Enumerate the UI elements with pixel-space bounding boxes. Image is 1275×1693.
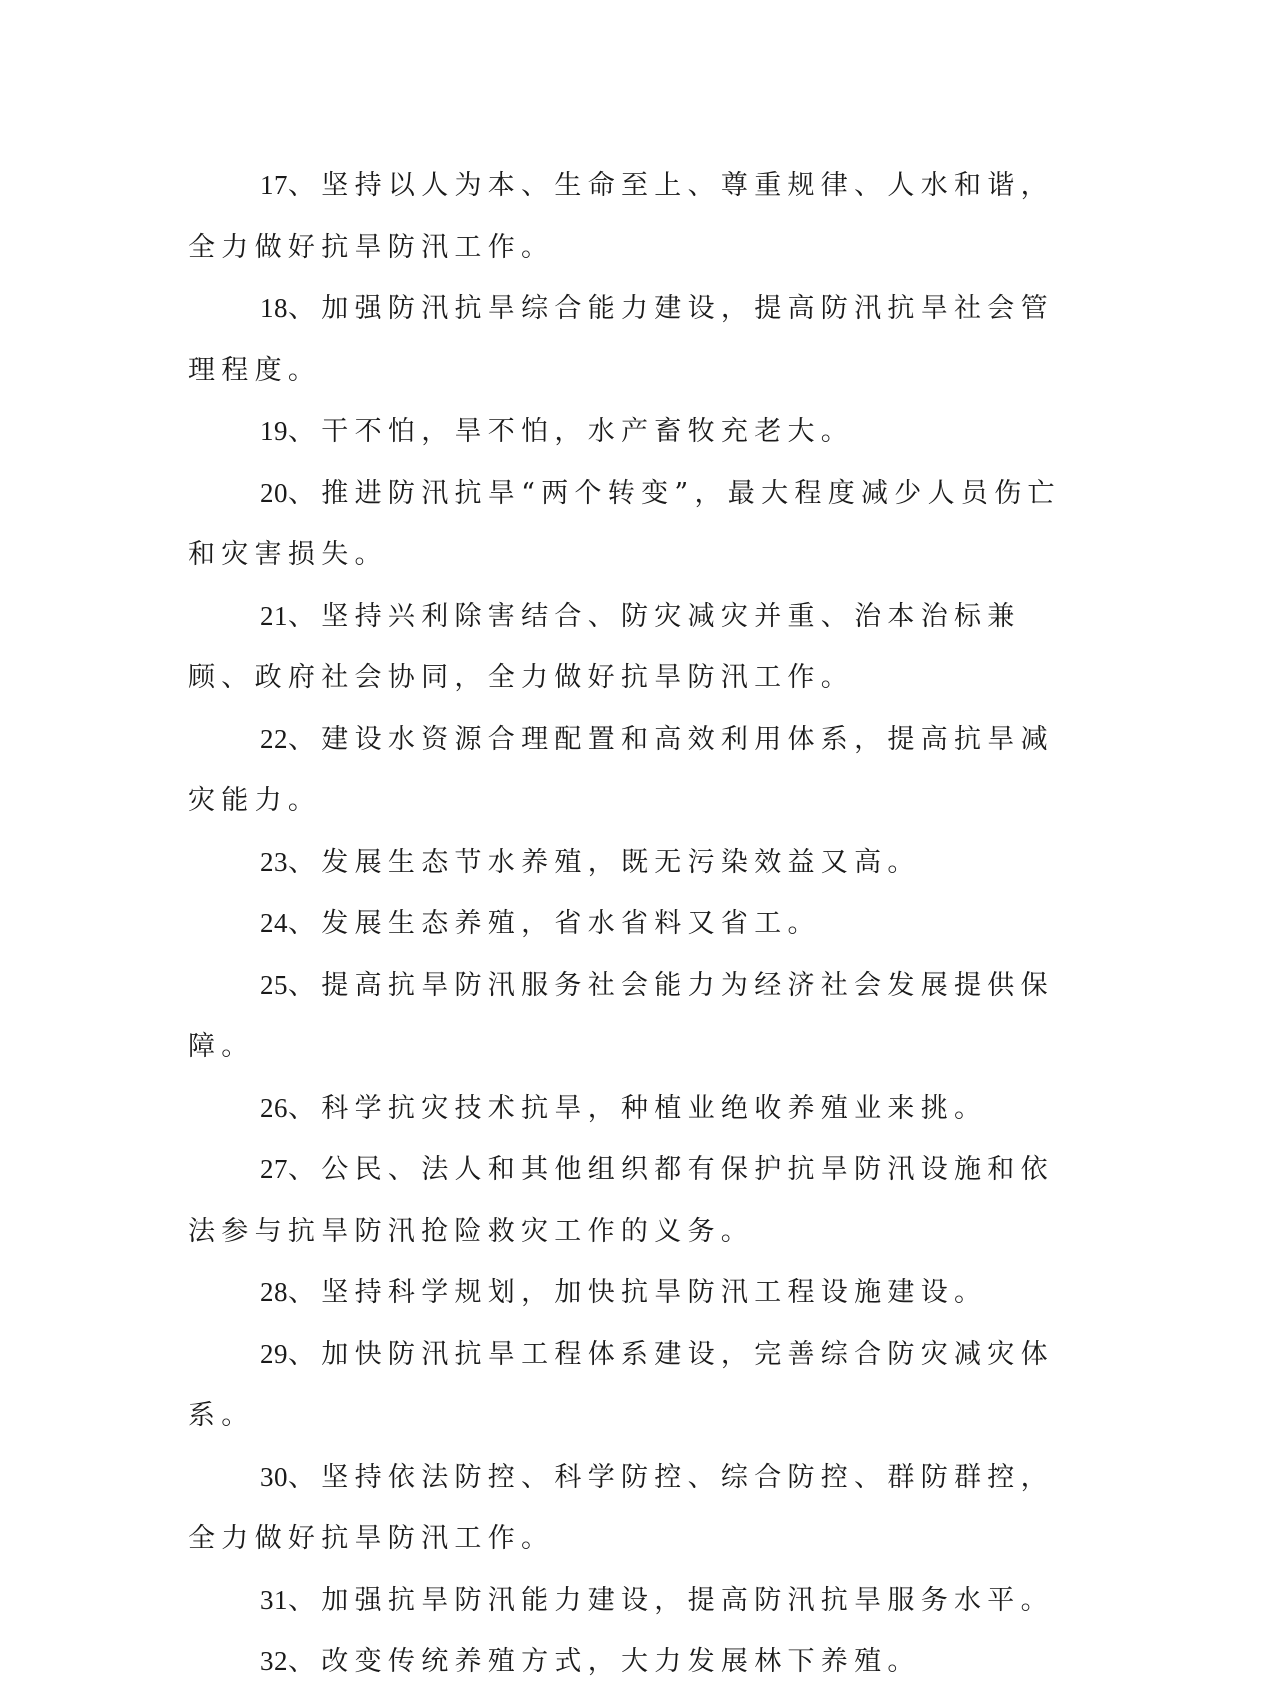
paragraph-number: 28 [260,1277,288,1307]
paragraph-number: 21 [260,600,288,631]
paragraph-text: 、坚持以人为本、生命至上、尊重规律、人水和谐，全力做好抗旱防汛工作。 [188,170,1054,263]
paragraph-number: 20 [260,477,288,508]
document-body [188,155,1068,1693]
paragraph-number: 18 [260,293,288,323]
paragraph-text: 、坚持科学规划，加快抗旱防汛工程设施建设。 [288,1277,988,1308]
paragraph-17 [188,155,1068,278]
paragraph-text: 、提高抗旱防汛服务社会能力为经济社会发展提供保障。 [188,969,1054,1062]
paragraph-text: 、加强抗旱防汛能力建设，提高防汛抗旱服务水平。 [288,1584,1054,1616]
paragraph-number: 17 [260,170,288,200]
paragraph-text: 、发展生态养殖，省水省料又省工。 [288,908,821,939]
paragraph-23 [188,832,1068,894]
paragraph-number: 30 [260,1461,288,1492]
paragraph-text: 、改变传统养殖方式，大力发展林下养殖。 [288,1646,921,1677]
paragraph-number: 27 [260,1154,288,1184]
paragraph-text: 、坚持兴利除害结合、防灾减灾并重、治本治标兼顾、政府社会协同，全力做好抗旱防汛工作。 [188,600,1021,693]
paragraph-text: 、加快防汛抗旱工程体系建设，完善综合防灾减灾体系。 [188,1338,1054,1431]
paragraph-text: 、推进防汛抗旱“两个转变”，最大程度减少人员伤亡和灾害损失。 [188,477,1061,570]
paragraph-number: 29 [260,1338,288,1369]
paragraph-text: 、加强防汛抗旱综合能力建设，提高防汛抗旱社会管理程度。 [188,293,1054,386]
paragraph-text: 、建设水资源合理配置和高效利用体系，提高抗旱减灾能力。 [188,723,1054,816]
paragraph-26 [188,1078,1068,1140]
paragraph-number: 19 [260,416,288,446]
paragraph-19 [188,401,1068,463]
paragraph-text: 、坚持依法防控、科学防控、综合防控、群防群控，全力做好抗旱防汛工作。 [188,1461,1054,1554]
paragraph-20 [188,463,1068,586]
paragraph-text: 、干不怕，旱不怕，水产畜牧充老大。 [288,416,855,447]
paragraph-32 [188,1631,1068,1693]
paragraph-25 [188,955,1068,1078]
paragraph-28 [188,1262,1068,1324]
paragraph-31 [188,1570,1068,1632]
paragraph-number: 25 [260,969,288,1000]
paragraph-27 [188,1139,1068,1262]
paragraph-30 [188,1447,1068,1570]
paragraph-29 [188,1324,1068,1447]
paragraph-number: 31 [260,1584,288,1615]
paragraph-text: 、发展生态节水养殖，既无污染效益又高。 [288,846,921,878]
paragraph-18 [188,278,1068,401]
paragraph-22 [188,709,1068,832]
paragraph-number: 23 [260,846,288,877]
paragraph-text: 、科学抗灾技术抗旱，种植业绝收养殖业来挑。 [288,1092,988,1124]
paragraph-number: 22 [260,723,288,754]
paragraph-21 [188,586,1068,709]
paragraph-number: 24 [260,908,288,938]
paragraph-number: 26 [260,1092,288,1123]
paragraph-24 [188,893,1068,955]
paragraph-text: 、公民、法人和其他组织都有保护抗旱防汛设施和依法参与抗旱防汛抢险救灾工作的义务。 [188,1154,1054,1247]
paragraph-number: 32 [260,1646,288,1676]
